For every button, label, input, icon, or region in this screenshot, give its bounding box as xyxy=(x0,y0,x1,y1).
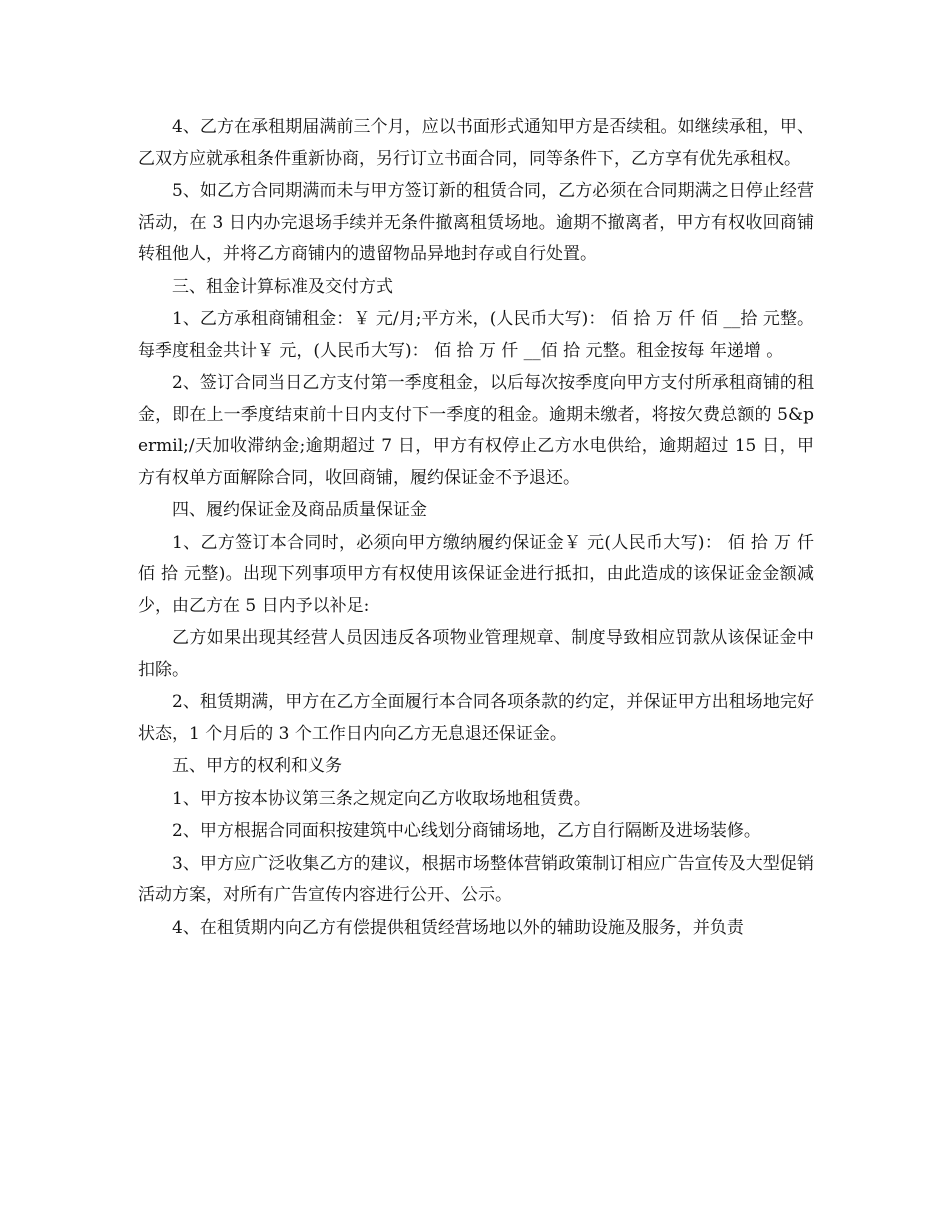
paragraph-lease-expiry: 5、如乙方合同期满而未与甲方签订新的租赁合同，乙方必须在合同期满之日停止经营活动，在 3 日内办完退场手续并无条件撤离租赁场地。逾期不撤离者，甲方有权收回商铺转租他人，并将乙方商铺内的遗留物品异地封存或自行处置。 xyxy=(138,181,814,264)
section-heading-deposit: 四、履约保证金及商品质量保证金 xyxy=(172,500,427,520)
document-page xyxy=(138,112,814,945)
paragraph-deposit-refund: 2、租赁期满，甲方在乙方全面履行本合同各项条款的约定，并保证甲方出租场地完好状态，1 个月后的 3 个工作日内向乙方无息退还保证金。 xyxy=(138,692,814,744)
paragraph-lease-renewal: 4、乙方在承租期届满前三个月，应以书面形式通知甲方是否续租。如继续承租，甲、乙双方应就承租条件重新协商，另行订立书面合同，同等条件下，乙方享有优先承租权。 xyxy=(138,117,814,169)
paragraph-landlord-promotion: 3、甲方应广泛收集乙方的建议，根据市场整体营销政策制订相应广告宣传及大型促销活动方案，对所有广告宣传内容进行公开、公示。 xyxy=(138,853,814,905)
paragraph-rent-amount: 1、乙方承租商铺租金：￥ 元/月;平方米，(人民币大写)： 佰 拾 万 仟 佰 __拾 元整。每季度租金共计￥ 元，(人民币大写)： 佰 拾 万 仟 __佰 拾 元整。租金按每 年递增 。 xyxy=(138,309,814,361)
paragraph-rent-payment: 2、签订合同当日乙方支付第一季度租金，以后每次按季度向甲方支付所承租商铺的租金，即在上一季度结束前十日内支付下一季度的租金。逾期未缴者，将按欠费总额的 5&permil;/天加收滞纳金;逾期超过 7 日，甲方有权停止乙方水电供给，逾期超过 15 日，甲方有权单方面解除合同，收回商铺，履约保证金不予退还。 xyxy=(138,373,814,488)
paragraph-landlord-services: 4、在租赁期内向乙方有偿提供租赁经营场地以外的辅助设施及服务，并负责 xyxy=(172,917,744,938)
section-heading-landlord-rights: 五、甲方的权利和义务 xyxy=(172,756,342,776)
paragraph-landlord-rent-collection: 1、甲方按本协议第三条之规定向乙方收取场地租赁费。 xyxy=(172,788,591,809)
section-heading-rent: 三、租金计算标准及交付方式 xyxy=(172,276,393,297)
paragraph-deposit-amount: 1、乙方签订本合同时，必须向甲方缴纳履约保证金￥ 元(人民币大写)： 佰 拾 万 仟 佰 拾 元整)。出现下列事项甲方有权使用该保证金进行抵扣，由此造成的该保证金金额减少，由乙方在 5 日内予以补足: xyxy=(138,532,814,616)
paragraph-deposit-deduction: 乙方如果出现其经营人员因违反各项物业管理规章、制度导致相应罚款从该保证金中扣除。 xyxy=(138,628,814,680)
paragraph-landlord-area-division: 2、甲方根据合同面积按建筑中心线划分商铺场地，乙方自行隔断及进场装修。 xyxy=(172,821,761,841)
